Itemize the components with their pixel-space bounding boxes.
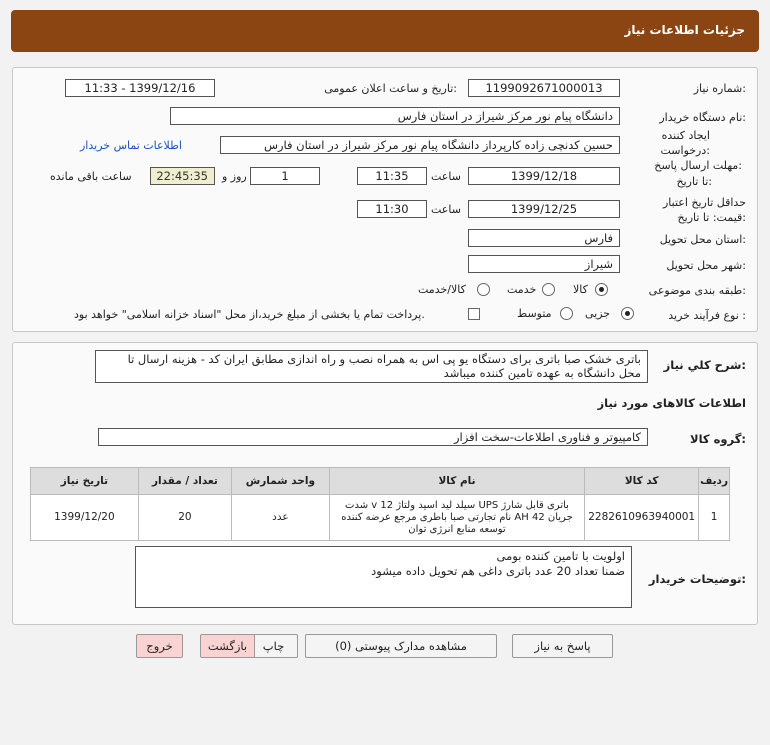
buyer-label: نام دستگاه خریدار:: [659, 111, 746, 124]
creator-label-1: ایجاد کننده: [661, 129, 710, 142]
process-option-medium: متوسط: [517, 307, 552, 320]
buyer-field: دانشگاه پیام نور مرکز شیراز در استان فارس: [170, 107, 620, 125]
process-radio-minor[interactable]: [621, 307, 634, 320]
category-option-service: خدمت: [507, 283, 537, 296]
print-button[interactable]: چاپ: [249, 634, 298, 658]
reply-button[interactable]: پاسخ به نیاز: [512, 634, 613, 658]
need-number-field: 1199092671000013: [468, 79, 620, 97]
province-field: فارس: [468, 229, 620, 247]
city-label: شهر محل تحویل:: [666, 259, 746, 272]
days-field: 1: [250, 167, 320, 185]
validity-date-field: 1399/12/25: [468, 200, 620, 218]
deadline-time-label: ساعت: [431, 170, 461, 183]
goods-table: [30, 467, 730, 541]
table-header-row: [31, 468, 730, 495]
province-label: استان محل تحویل:: [659, 233, 746, 246]
goods-group-field: کامپیوتر و فناوری اطلاعات-سخت افزار: [98, 428, 648, 446]
deadline-date-field: 1399/12/18: [468, 167, 620, 185]
process-radio-medium[interactable]: [560, 307, 573, 320]
attachments-button[interactable]: مشاهده مدارک پیوستی (0): [305, 634, 497, 658]
deadline-label-1: مهلت ارسال پاسخ:: [654, 159, 742, 172]
buyer-notes-label: توضیحات خریدار:: [648, 572, 746, 586]
cell-qty: 20: [138, 495, 231, 541]
cell-unit: عدد: [231, 495, 329, 541]
buyer-notes-line-1: اولویت با تامین کننده بومی: [496, 549, 625, 563]
remaining-time-label: ساعت باقی مانده: [50, 170, 132, 183]
col-header-row: ردیف: [699, 468, 730, 495]
announce-label: تاریخ و ساعت اعلان عمومی:: [324, 82, 457, 95]
buyer-notes-box: [135, 546, 632, 608]
need-number-label: شماره نیاز:: [693, 82, 746, 95]
process-option-minor: جزیی: [585, 307, 611, 320]
category-radio-goods-service[interactable]: [477, 283, 490, 296]
table-row: [31, 495, 730, 541]
category-option-goods: کالا: [573, 283, 588, 296]
page-header: [11, 10, 759, 52]
days-label: روز و: [222, 170, 247, 183]
col-header-name: نام کالا: [329, 468, 584, 495]
category-option-goods-service: کالا/خدمت: [418, 283, 466, 296]
col-header-date: تاریخ نیاز: [31, 468, 139, 495]
col-header-qty: تعداد / مقدار: [138, 468, 231, 495]
category-radio-service[interactable]: [542, 283, 555, 296]
creator-field: حسین کدنچی زاده کارپرداز دانشگاه پیام نور مرکز شیراز در استان فارس: [220, 136, 620, 154]
validity-time-field: 11:30: [357, 200, 427, 218]
remaining-time-field: 22:45:35: [150, 167, 215, 185]
buyer-notes-line-2: ضمنا تعداد 20 عدد باتری داغی هم تحویل داده میشود: [371, 564, 625, 578]
goods-section-title: اطلاعات کالاهای مورد نیاز: [597, 396, 746, 410]
validity-time-label: ساعت: [431, 203, 461, 216]
validity-label-2: قیمت: تا تاریخ:: [677, 211, 746, 224]
description-box: باتری خشک صبا باتری برای دستگاه یو پی اس به همراه نصب و راه اندازی مطابق ایران کد - هزینه ارسال تا محل دانشگاه به عهده تامین کننده میباشد: [95, 350, 648, 383]
cell-row: 1: [699, 495, 730, 541]
back-button[interactable]: بازگشت: [200, 634, 255, 658]
col-header-unit: واحد شمارش: [231, 468, 329, 495]
validity-label-1: حداقل تاریخ اعتبار: [662, 196, 746, 209]
cell-date: 1399/12/20: [31, 495, 139, 541]
exit-button[interactable]: خروج: [136, 634, 183, 658]
deadline-time-field: 11:35: [357, 167, 427, 185]
category-label: طبقه بندی موضوعی:: [648, 284, 746, 297]
cell-name: باتری قابل شارژ UPS سیلد لید اسید ولتاژ 12 v شدت جریان 42 AH نام تجارتی صبا باطری مرجع عرضه کننده توسعه منابع انرژی توان: [329, 495, 584, 541]
creator-label-2: درخواست:: [660, 144, 710, 157]
goods-group-label: گروه کالا:: [690, 432, 746, 446]
treasury-payment-note: پرداخت تمام یا بخشی از مبلغ خرید،از محل "اسناد خزانه اسلامی" خواهد بود.: [74, 308, 425, 321]
col-header-code: کد کالا: [585, 468, 699, 495]
page-title: جزئیات اطلاعات نیاز: [624, 23, 745, 37]
buyer-contact-link[interactable]: اطلاعات تماس خریدار: [80, 139, 182, 152]
city-field: شیراز: [468, 255, 620, 273]
category-radio-goods[interactable]: [595, 283, 608, 296]
announce-field: 1399/12/16 - 11:33: [65, 79, 215, 97]
description-label: شرح کلي نیاز:: [663, 358, 746, 372]
process-label: نوع فرآیند خرید :: [668, 309, 746, 322]
treasury-payment-checkbox[interactable]: [468, 308, 480, 320]
deadline-label-2: تا تاریخ:: [676, 175, 712, 188]
cell-code: 2282610963940001: [585, 495, 699, 541]
